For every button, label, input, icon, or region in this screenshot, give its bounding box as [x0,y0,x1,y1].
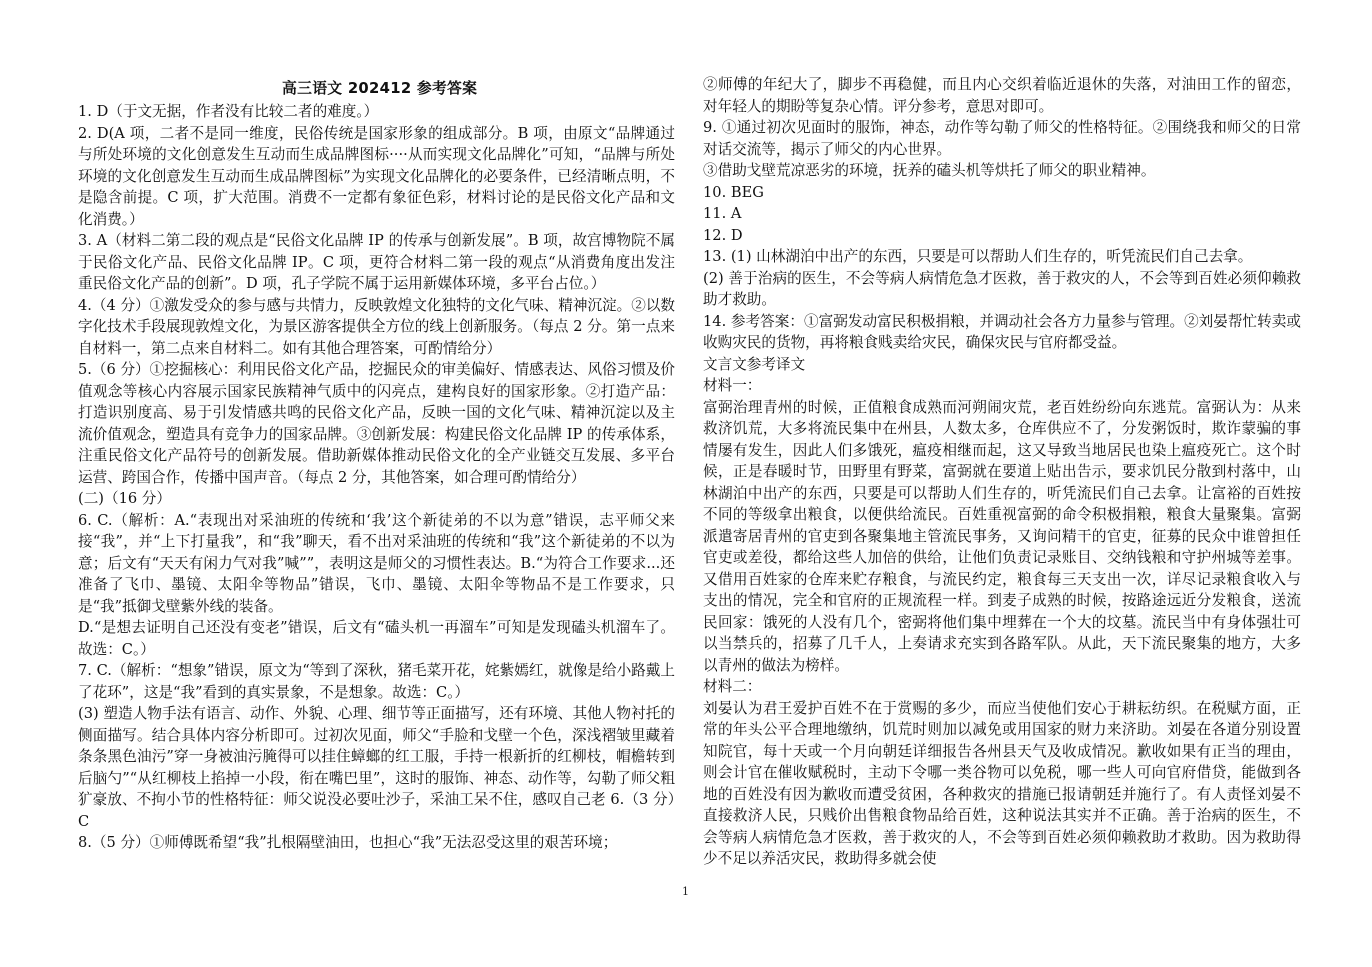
translation-heading: 文言文参考译文 [703,355,806,373]
answer-6: 6. C.（解析：A.“表现出对采油班的传统和‘我’这个新徒弟的不以为意”错误，志平师父来接“我”，并“上下打量我”，和“我”聊天，看不出对采油班的传统和“我”这个新徒弟的不以为意；后文有“天天有闲力气对我”喊””，表明这是师父的习惯性表达。B.“为符合工作要求...还准备了飞巾、墨镜、太阳伞等物品”错误，飞巾、墨镜、太阳伞等物品不是工作要求，只是“我”抵御戈壁紫外线的装备。 [78,511,675,615]
answer-8: 8.（5 分）①师傅既希望“我”扎根隔壁油田，也担心“我”无法忍受这里的艰苦环境； [78,834,618,851]
page-number: 1 [682,885,689,898]
answer-13-1: 13. (1) 山林湖泊中出产的东西，只要是可以帮助人们生存的，听凭流民们自己去拿。 [703,248,1253,265]
answer-9-continued: ③借助戈壁荒凉恶劣的环境，抚养的磕头机等烘托了师父的职业精神。 [703,162,1156,179]
answer-9: 9. ①通过初次见面时的服饰，神态，动作等勾勒了师父的性格特征。②围绕我和师父的日常对话交流等，揭示了师父的内心世界。 [703,119,1301,158]
section-2-heading: (二)（16 分） [78,490,171,507]
right-column [703,74,1301,870]
answer-7: 7. C.（解析：“想象”错误，原文为“等到了深秋，猪毛菜开花，姹紫嫣红，就像是给小路戴上了花环”，这是“我”看到的真实景象，不是想象。故选：C。） [78,662,675,701]
answer-1: 1. D（于文无据，作者没有比较二者的难度。） [78,103,379,120]
answer-11: 11. A [703,205,742,222]
answer-character-analysis: (3) 塑造人物手法有语言、动作、外貌、心理、细节等正面描写，还有环境、其他人物衬托的侧面描写。结合具体内容分析即可。过初次见面，师父“手脸和戈壁一个色，深浅褶皱里藏着条条黑色油污”穿一身被油污腌得可以挂住蟑螂的红工服，手持一根新折的红柳枝，帽檐转到后脑勺”“从红柳枝上掐掉一小段，衔在嘴巴里”，这时的服饰、神态、动作等，勾勒了师父粗犷豪放、不拘小节的性格特征：师父说没必要吐沙子，采油工呆不住，感叹自己老 6.（3 分）C [78,705,675,830]
answer-13-2: (2) 善于治病的医生，不会等病人病情危急才医救，善于救灾的人，不会等到百姓必须仰赖救助才救助。 [703,269,1301,308]
answer-12: 12. D [703,226,743,244]
material-1-translation: 富弼治理青州的时候，正值粮食成熟而河朔闹灾荒，老百姓纷纷向东逃荒。富弼认为：从来救济饥荒，大多将流民集中在州县，人数太多，仓库供应不了，分发粥饭时，欺诈蒙骗的事情屡有发生，因此人们多饿死，瘟疫相继而起，这又导致当地居民也染上瘟疫死亡。这个时候，正是春暖时节，田野里有野菜，富弼就在要道上贴出告示，要求饥民分散到村落中，山林湖泊中出产的东西，只要是可以帮助人们生存的，听凭流民们自己去拿。让富裕的百姓按不同的等级拿出粮食，以便供给流民。百姓重视富弼的命令积极捐粮，粮食大量聚集。富弼派遣寄居青州的官吏到各聚集地主管流民事务，又询问精干的官吏，征募的民众中谁曾担任官吏或差役，都给这些人加倍的供给，让他们负责记录账目、交纳钱粮和守护州城等差事。又借用百姓家的仓库来贮存粮食，与流民约定，粮食每三天支出一次，详尽记录粮食收入与支出的情况，完全和官府的正规流程一样。到麦子成熟的时候，按路途远近分发粮食，送流民回家：饿死的人没有几个，密弼将他们集中埋葬在一个大的坟墓。流民当中有身体强壮可以当禁兵的，招募了几千人，上奏请求充实到各路军队。从此，天下流民聚集的地方，大多以青州的做法为榜样。 [703,398,1301,674]
answer-5: 5.（6 分）①挖掘核心：利用民俗文化产品，挖掘民众的审美偏好、情感表达、风俗习惯及价值观念等核心内容展示国家民族精神气质中的闪亮点，建构良好的国家形象。②打造产品：打造识别度高、易于引发情感共鸣的民俗文化产品，反映一国的文化气味、精神沉淀以及主流价值观念，塑造具有竞争力的国家品牌。③创新发展：构建民俗文化品牌 IP 的传承体系，注重民俗文化产品符号的创新发展。借助新媒体推动民俗文化的全产业链交互发展、多平台运营、跨国合作，传播中国声音。（每点 2 分，其他答案，如合理可酌情给分） [78,361,676,486]
answer-6-continued: D.“是想去证明自己还没有变老”错误，后文有“磕头机一再溜车”可知是发现磕头机溜车了。故选：C。） [78,619,675,658]
answer-2: 2. D(A 项，二者不是同一维度，民俗传统是国家形象的组成部分。B 项，由原文“品牌通过与所处环境的文化创意发生互动而生成品牌图标····从而实现文化品牌化”可知，“品牌与所处环境的文化创意发生互动而生成品牌图标”为实现文化品牌化的必要条件，已经清晰点明，不是隐含前提。C 项，扩大范围。消费不一定都有象征色彩，材料讨论的是民俗文化产品和文化消费。） [78,124,675,228]
answer-4: 4.（4 分）①激发受众的参与感与共情力，反映敦煌文化独特的文化气味、精神沉淀。②以数字化技术手段展现敦煌文化，为景区游客提供全方位的线上创新服务。（每点 2 分。第一点来自材料一，第二点来自材料二。如有其他合理答案，可酌情给分） [78,296,676,357]
answer-10: 10. BEG [703,183,764,201]
left-column [78,78,675,854]
material-2-label: 材料二： [703,678,762,695]
answer-8-continued: ②师傅的年纪大了，脚步不再稳健，而且内心交织着临近退休的失落，对油田工作的留恋，对年轻人的期盼等复杂心情。评分参考，意思对即可。 [703,76,1301,115]
material-1-label: 材料一： [703,377,762,394]
material-2-translation: 刘晏认为君王爱护百姓不在于赏赐的多少，而应当使他们安心于耕耘纺织。在税赋方面，正常的年头公平合理地缴纳，饥荒时则加以减免或用国家的财力来济助。刘晏在各道分别设置知院官，每十天或一个月向朝廷详细报告各州县天气及收成情况。歉收如果有正当的理由，则会计官在催收赋税时，主动下令哪一类谷物可以免税，哪一些人可向官府借贷，能做到各地的百姓没有因为歉收而遭受贫困，各种救灾的措施已报请朝廷并施行了。有人责怪刘晏不直接救济人民，只贱价出售粮食物品给百姓，这种说法其实并不正确。善于治病的医生，不会等病人病情危急才医救，善于救灾的人，不会等到百姓必须仰赖救助才救助。因为救助得少不足以养活灾民，救助得多就会使 [703,699,1301,867]
answer-14: 14. 参考答案：①富弼发动富民积极捐粮，并调动社会各方力量参与管理。②刘晏帮忙转卖或收购灾民的货物，再将粮食贱卖给灾民，确保灾民与官府都受益。 [703,312,1301,351]
page-title: 高三语文 202412 参考答案 [282,80,478,97]
answer-3: 3. A（材料二第二段的观点是“民俗文化品牌 IP 的传承与创新发展”。B 项，故宫博物院不属于民俗文化产品、民俗文化品牌 IP。C 项，更符合材料二第一段的观点“从消费角度出发注重民俗文化产品的创新”。D 项，孔子学院不属于运用新媒体环境，多平台占位。） [78,232,675,292]
